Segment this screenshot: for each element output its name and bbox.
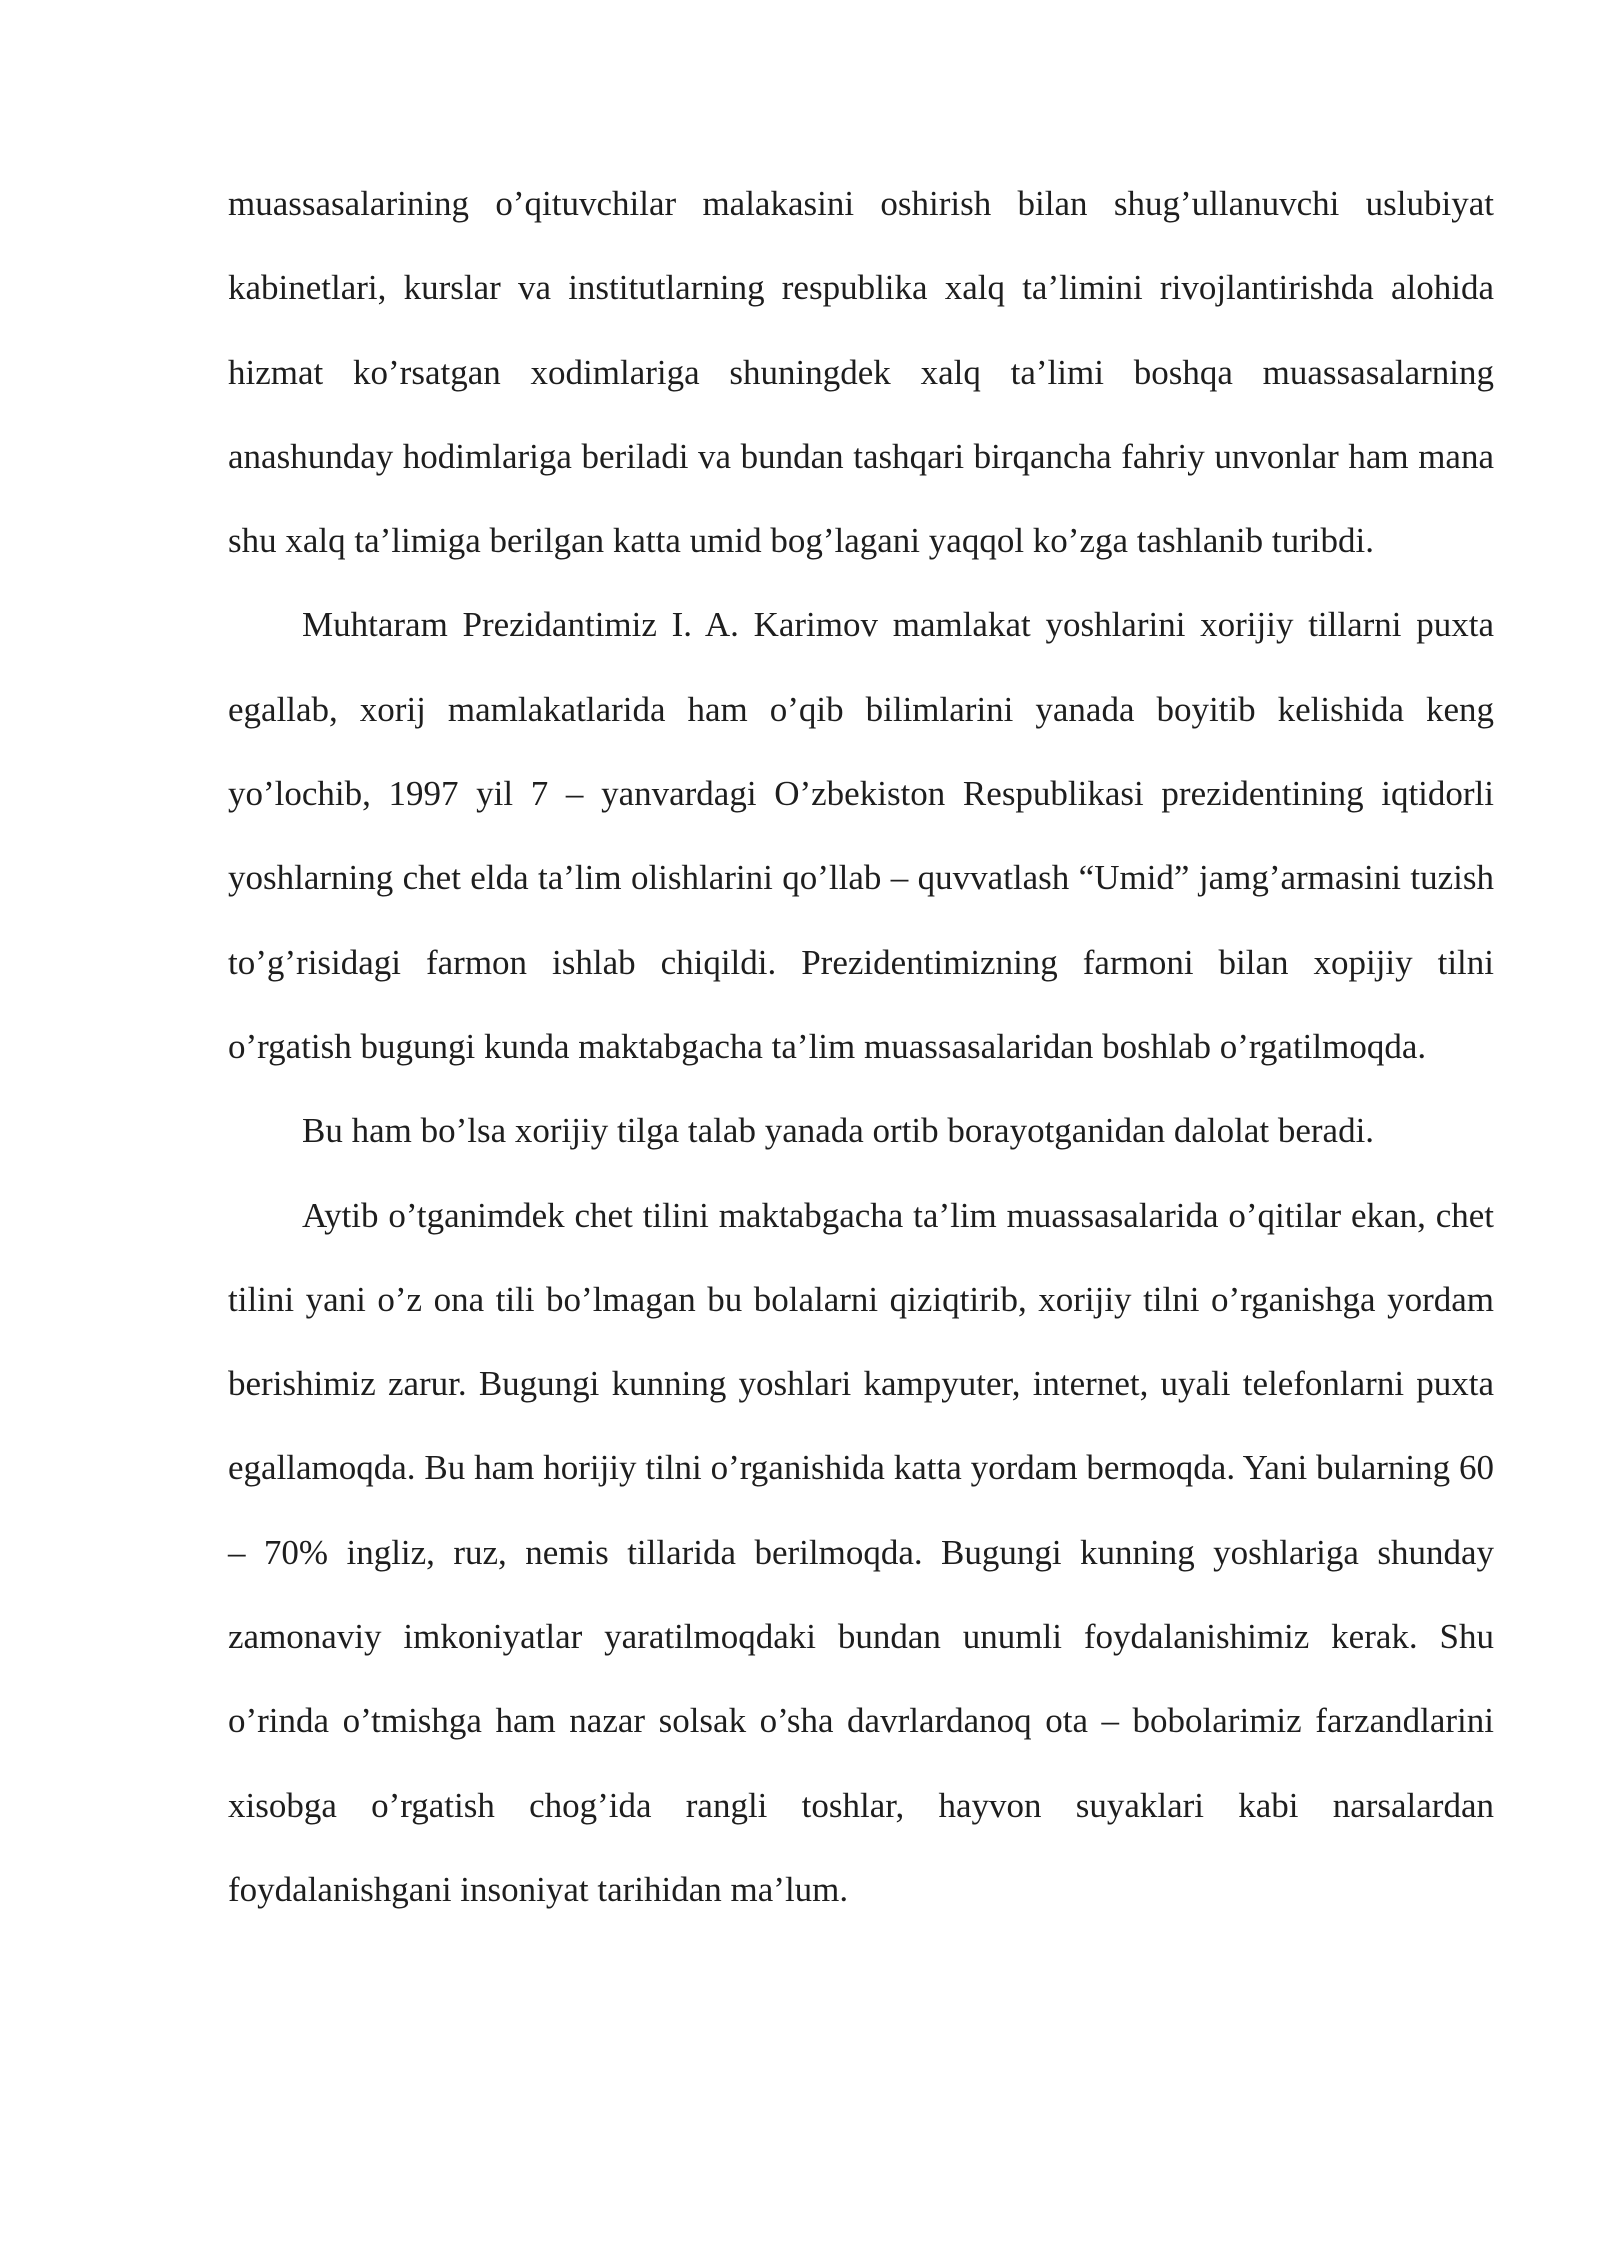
- paragraph-3: Bu ham bo’lsa xorijiy tilga talab yanada ortib borayotganidan dalolat beradi.: [302, 1111, 1375, 1151]
- document-body: [228, 162, 1494, 1932]
- paragraph-2: Muhtaram Prezidantimiz I. A. Karimov mamlakat yoshlarini xorijiy tillarni puxta egallab, xorij mamlakatlarida ham o’qib bilimlarini yanada boyitib kelishida keng yo’lochib, 1997 yil 7 – yanvardagi O’zbekiston Respublikasi prezidentining iqtidorli yoshlarning chet elda ta’lim olishlarini qo’llab – quvvatlash “Umid” jamg’armasini tuzish to’g’risidagi farmon ishlab chiqildi. Prezidentimizning farmoni bilan xopijiy tilni o’rgatish bugungi kunda maktabgacha ta’lim muassasalaridan boshlab o’rgatilmoqda.: [228, 605, 1494, 1066]
- paragraph-1: muassasalarining o’qituvchilar malakasini oshirish bilan shug’ullanuvchi uslubiyat kabinetlari, kurslar va institutlarning respublika xalq ta’limini rivojlantirishda alohida hizmat ko’rsatgan xodimlariga shuningdek xalq ta’limi boshqa muassasalarning anashunday hodimlariga beriladi va bundan tashqari birqancha fahriy unvonlar ham mana shu xalq ta’limiga berilgan katta umid bog’lagani yaqqol ko’zga tashlanib turibdi.: [228, 184, 1494, 561]
- paragraph-4: Aytib o’tganimdek chet tilini maktabgacha ta’lim muassasalarida o’qitilar ekan, chet tilini yani o’z ona tili bo’lmagan bu bolalarni qiziqtirib, xorijiy tilni o’rganishga yordam berishimiz zarur. Bugungi kunning yoshlari kampyuter, internet, uyali telefonlarni puxta egallamoqda. Bu ham horijiy tilni o’rganishida katta yordam bermoqda. Yani bularning 60 – 70% ingliz, ruz, nemis tillarida berilmoqda. Bugungi kunning yoshlariga shunday zamonaviy imkoniyatlar yaratilmoqdaki bundan unumli foydalanishimiz kerak. Shu o’rinda o’tmishga ham nazar solsak o’sha davrlardanoq ota – bobolarimiz farzandlarini xisobga o’rgatish chog’ida rangli toshlar, hayvon suyaklari kabi narsalardan foydalanishgani insoniyat tarihidan ma’lum.: [228, 1195, 1494, 1909]
